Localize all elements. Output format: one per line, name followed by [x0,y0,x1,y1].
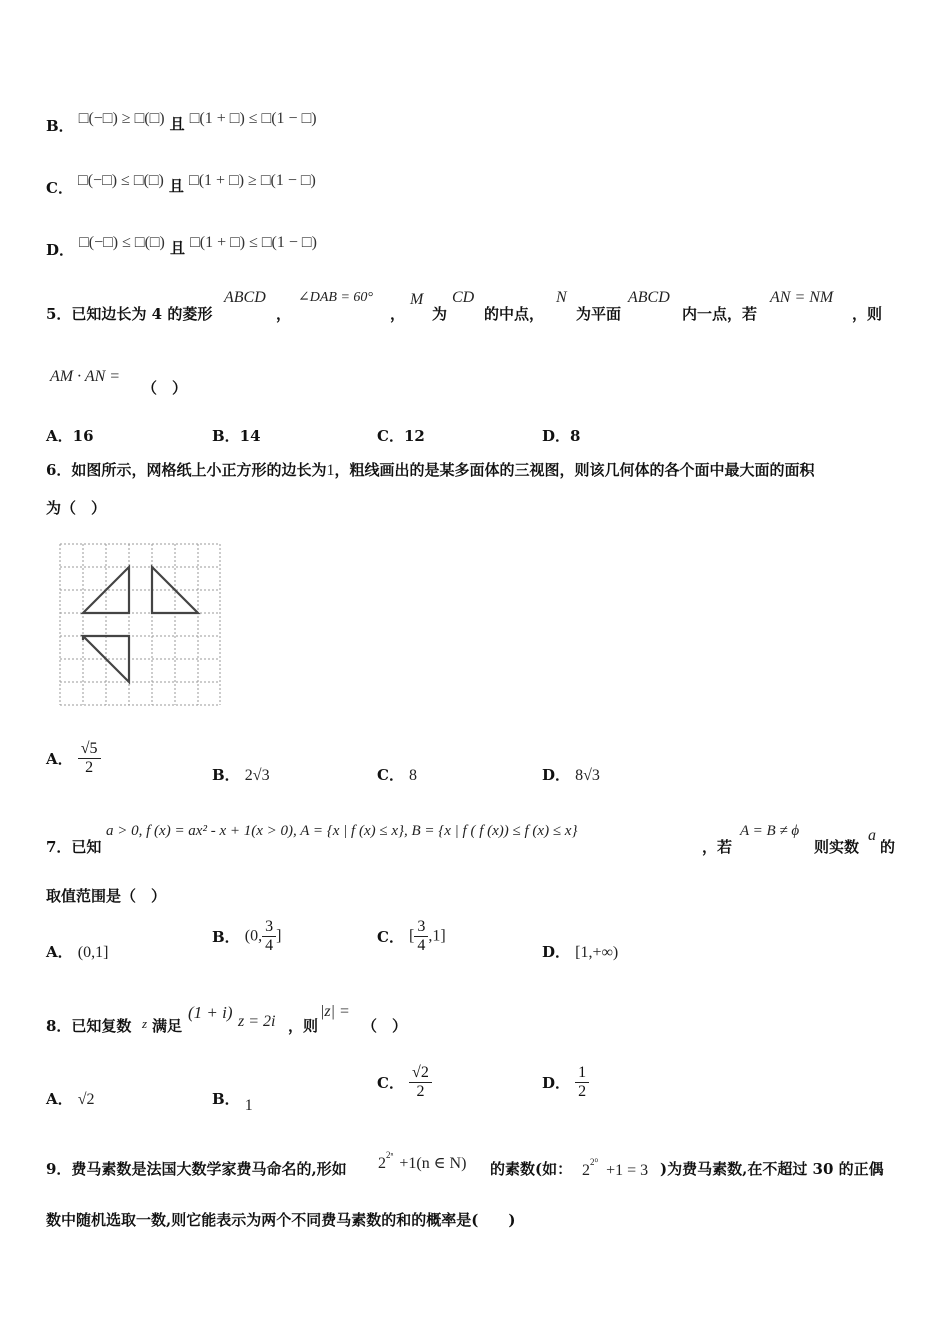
q4-option-d [46,232,317,260]
option-value: 8 [409,767,418,784]
q5-option-d: D．8 [542,427,581,445]
option-label: B． [46,117,74,135]
q8-math-z: z [142,1016,148,1031]
q6-option-c [377,764,417,785]
option-label: D． [542,943,571,961]
q5-option-a: A．16 [46,427,94,445]
q5-text-plane: 为平面 [576,305,622,323]
q5-option-b: B．14 [212,427,261,445]
q7-option-a [46,941,108,962]
and-word: 且 [168,177,184,195]
q6-line-1 [46,459,814,480]
q5-text-mid: 的中点， [484,305,545,323]
numerator: 1 [578,1064,587,1081]
q7-option-d [542,941,618,962]
q5-math-abcd: ABCD [224,289,266,306]
option-pre: [ [409,927,415,945]
formula-right: □(1 + □) ≤ □(1 − □) [189,110,317,127]
q6-option-d [542,764,600,785]
q5-text-wei: 为 [432,305,448,323]
option-value: [1,+∞) [575,944,619,961]
q6-text-b: ，粗线画出的是某多面体的三视图，则该几何体的各个面中最大面的面积 [334,461,815,479]
option-label: A． [46,943,73,961]
base: 2 [378,1155,386,1172]
numerator: 3 [417,918,426,935]
q7-text-1: 7．已知 [46,838,102,856]
q8-text-1: 8．已知复数 [46,1017,132,1035]
base: 2 [582,1162,590,1179]
q8-option-a [46,1088,95,1109]
and-word: 且 [169,115,185,133]
fraction [78,740,101,777]
q8-text-satisfy: 满足 [152,1017,183,1035]
option-value: 1 [244,1097,253,1114]
q7-math-ab: A = B ≠ ϕ [740,823,800,839]
option-label: A． [46,1090,73,1108]
option-label: D． [542,766,571,784]
q8-option-d [542,1064,589,1101]
q8-option-c [377,1064,432,1101]
q8-math-abs: |z| = [320,1003,350,1020]
q5-text-1: 5．已知边长为 4 的菱形 [46,305,213,323]
q8-text-then: ，则 [288,1017,319,1035]
option-label: B． [212,1090,240,1108]
q5-math-cd: CD [452,289,475,306]
formula-left: □(−□) ≥ □(□) [78,110,165,127]
q4-option-c [46,170,316,198]
q5-math-m: M [410,291,424,308]
q7-line-2: 取值范围是（ ） [46,887,167,905]
numerator: √2 [412,1064,429,1081]
q8-option-b [212,1088,253,1115]
option-label: C． [377,766,404,784]
grid-lines [60,544,220,705]
fraction [575,1064,589,1101]
exponent: 2⁰ [590,1157,599,1167]
denominator: 2 [78,758,101,777]
formula-right: □(1 + □) ≤ □(1 − □) [190,234,317,251]
numerator: 3 [265,918,274,935]
option-value: 8√3 [575,767,600,784]
q6-option-a [46,740,101,777]
q5-math-dot: AM · AN = [50,368,121,385]
q9-math-example [582,1157,648,1180]
denominator: 2 [575,1082,589,1101]
rest: +1 = 3 [606,1162,649,1179]
q7-text-real: 则实数 [814,838,860,856]
formula-right: □(1 + □) ≥ □(1 − □) [189,172,316,189]
and-word: 且 [169,239,185,257]
denominator: 4 [262,936,276,955]
q7-option-c [377,918,446,955]
fraction [262,918,276,955]
fraction [409,1064,432,1101]
q5-math-angle: ∠DAB = 60° [298,290,373,305]
option-label: A． [46,750,73,768]
q6-text-a: 6．如图所示，网格纸上小正方形的边长为 [46,461,327,479]
q9-text-1: 9．费马素数是法国大数学家费马命名的,形如 [46,1160,347,1178]
q7-text-ruo: ，若 [702,838,733,856]
q5-paren: （ ） [142,379,188,397]
q8-math-eq: z = 2i [238,1013,276,1030]
q5-math-n: N [556,289,567,306]
three-view-figure [56,540,224,710]
option-label: B． [212,928,240,946]
exponent: 2ⁿ [386,1150,394,1160]
fraction [414,918,428,955]
q5-math-cond: AN = NM [770,289,834,306]
q6-option-b [212,764,270,785]
option-label: C． [46,179,73,197]
q8-math-1i: (1 + i) [188,1003,233,1022]
q5-option-c: C．12 [377,427,425,445]
q9-math-form [378,1150,466,1173]
option-post: ,1] [428,927,446,945]
option-value: (0,1] [77,944,109,961]
formula-left: □(−□) ≤ □(□) [78,172,164,189]
option-label: C． [377,1074,404,1092]
q7-math-cond: a > 0, f (x) = ax² - x + 1(x > 0), A = {x | f (x) ≤ x}, B = {x | f ( f (x)) ≤ f (x) ≤ x} [106,823,578,839]
option-pre: (0, [244,927,263,945]
option-post: ] [276,927,282,945]
q7-option-b [212,918,281,955]
option-value: √2 [77,1091,95,1108]
rest: +1(n ∈ N) [399,1155,467,1172]
q5-text-then: ，则 [852,305,883,323]
q5-math-abcd-2: ABCD [628,289,670,306]
q7-math-a: a [868,827,876,844]
option-label: D． [542,1074,571,1092]
q9-line-2: 数中随机选取一数,则它能表示为两个不同费马素数的和的概率是( ) [46,1211,516,1229]
q7-text-de: 的 [880,838,896,856]
q5-text-inner: 内一点，若 [682,305,758,323]
option-label: B． [212,766,240,784]
view-shapes [83,567,198,682]
q9-text-2: 的素数(如： [490,1160,573,1178]
option-value: 2√3 [244,767,270,784]
q9-text-3: )为费马素数,在不超过 30 的正偶 [660,1160,884,1178]
q5-comma-1: ， [276,305,292,323]
q4-option-b [46,108,317,136]
q5-comma-2: ， [390,305,406,323]
formula-left: □(−□) ≤ □(□) [79,234,165,251]
q6-line-2: 为（ ） [46,499,107,517]
numerator: √5 [80,740,98,757]
denominator: 4 [414,936,428,955]
q6-one: 1 [326,462,335,479]
option-label: C． [377,928,404,946]
option-label: D． [46,241,75,259]
denominator: 2 [409,1082,432,1101]
q8-paren: （ ） [362,1017,408,1035]
